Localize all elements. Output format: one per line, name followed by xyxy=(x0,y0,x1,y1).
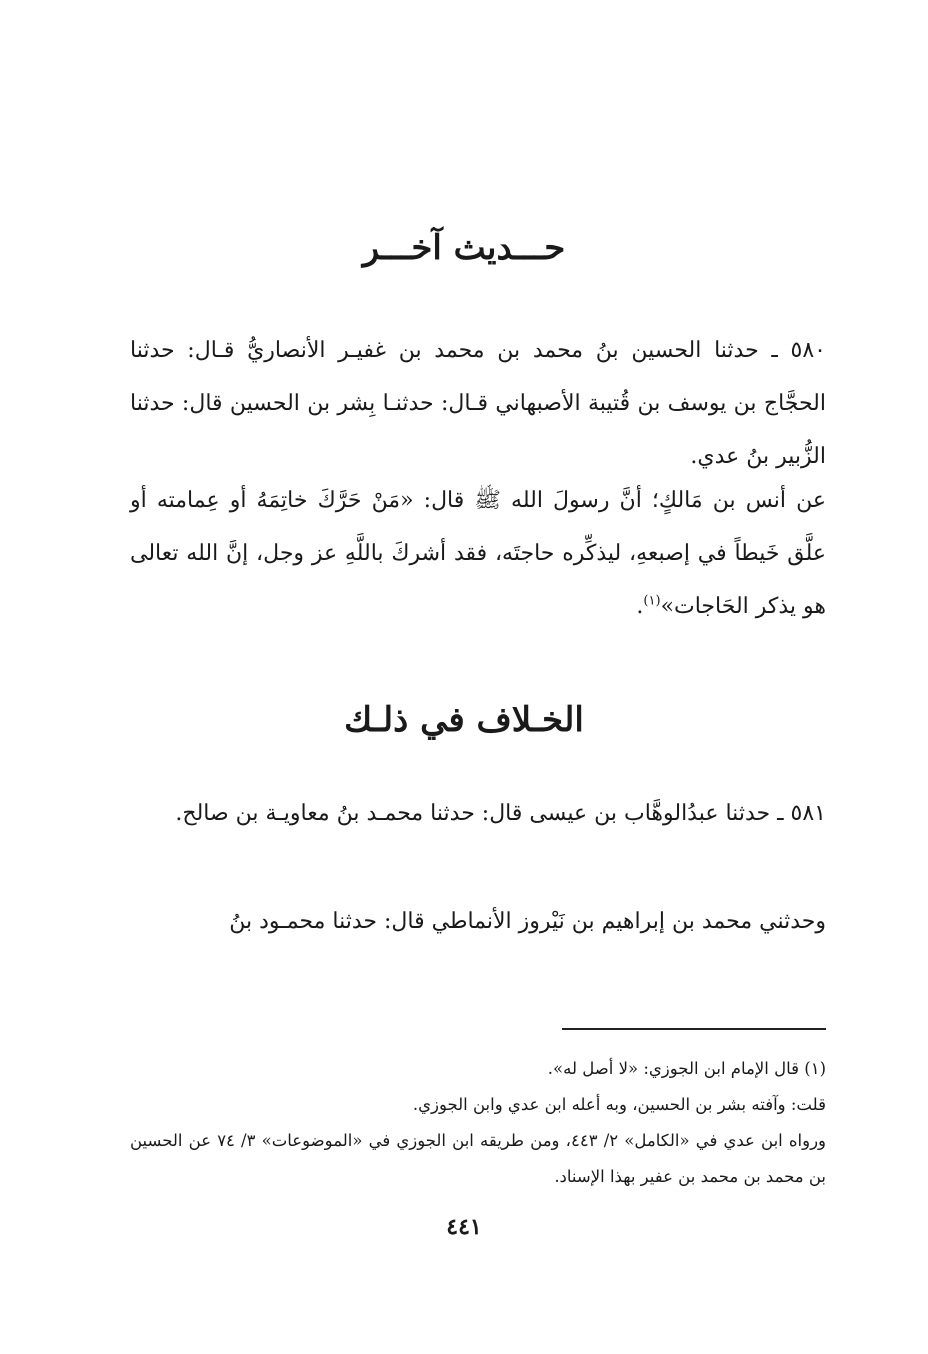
section-title-disagreement: الخـلاف في ذلـك xyxy=(344,700,584,740)
hadith-chain-text: حدثنا عبدُالوهَّاب بن عيسى قال: حدثنا محمـد بنُ معاويـة بن صالح. xyxy=(175,801,771,826)
matn-end-punctuation: . xyxy=(636,594,644,619)
hadith-continuation-paragraph: وحدثني محمد بن إبراهيم بن نَيْروز الأنماطي قال: حدثنا محمـود بنُ xyxy=(229,909,826,934)
footnote-1: (١) قال الإمام ابن الجوزي: «لا أصل له». xyxy=(547,1059,826,1078)
hadith-number: ٥٨٠ ـ xyxy=(771,338,826,363)
hadith-number: ٥٨١ ـ xyxy=(777,801,826,826)
hadith-matn-paragraph xyxy=(130,474,826,633)
footnote-source: ورواه ابن عدي في «الكامل» ٢/ ٤٤٣، ومن طريقه ابن الجوزي في «الموضوعات» ٣/ ٧٤ عن الحسين بن محمد بن محمد بن عفير بهذا الإسناد. xyxy=(130,1131,827,1186)
hadith-580-paragraph xyxy=(130,324,826,483)
hadith-chain-text: حدثنا الحسين بنُ محمد بن محمد بن غفيـر الأنصاريُّ قـال: حدثنا الحجَّاج بن يوسف بن قُتيبة الأصبهاني قـال: حدثنـا بِشر بن الحسين قال: حدثنا الزُّبير بنُ عدي. xyxy=(130,338,826,469)
hadith-matn-text: عن أنس بن مَالكٍ؛ أنَّ رسولَ الله ﷺ قال: «مَنْ حَرَّكَ خاتِمَهُ أو عِمامته أو علَّق خَيطاً في إصبعهِ، ليذكِّره حاجتَه، فقد أشركَ باللَّهِ عز وجل، إنَّ الله تعالى هو يذكر الحَاجات» xyxy=(130,488,826,619)
footnote-separator xyxy=(562,1028,826,1030)
footnote-marker[interactable]: (١) xyxy=(643,593,661,609)
section-title-another-hadith: حـــديث آخـــر xyxy=(362,228,566,268)
footnote-comment: قلت: وآفته بشر بن الحسين، وبه أعله ابن عدي وابن الجوزي. xyxy=(412,1095,826,1114)
page-number: ٤٤١ xyxy=(446,1214,482,1240)
hadith-581-paragraph xyxy=(130,787,826,840)
